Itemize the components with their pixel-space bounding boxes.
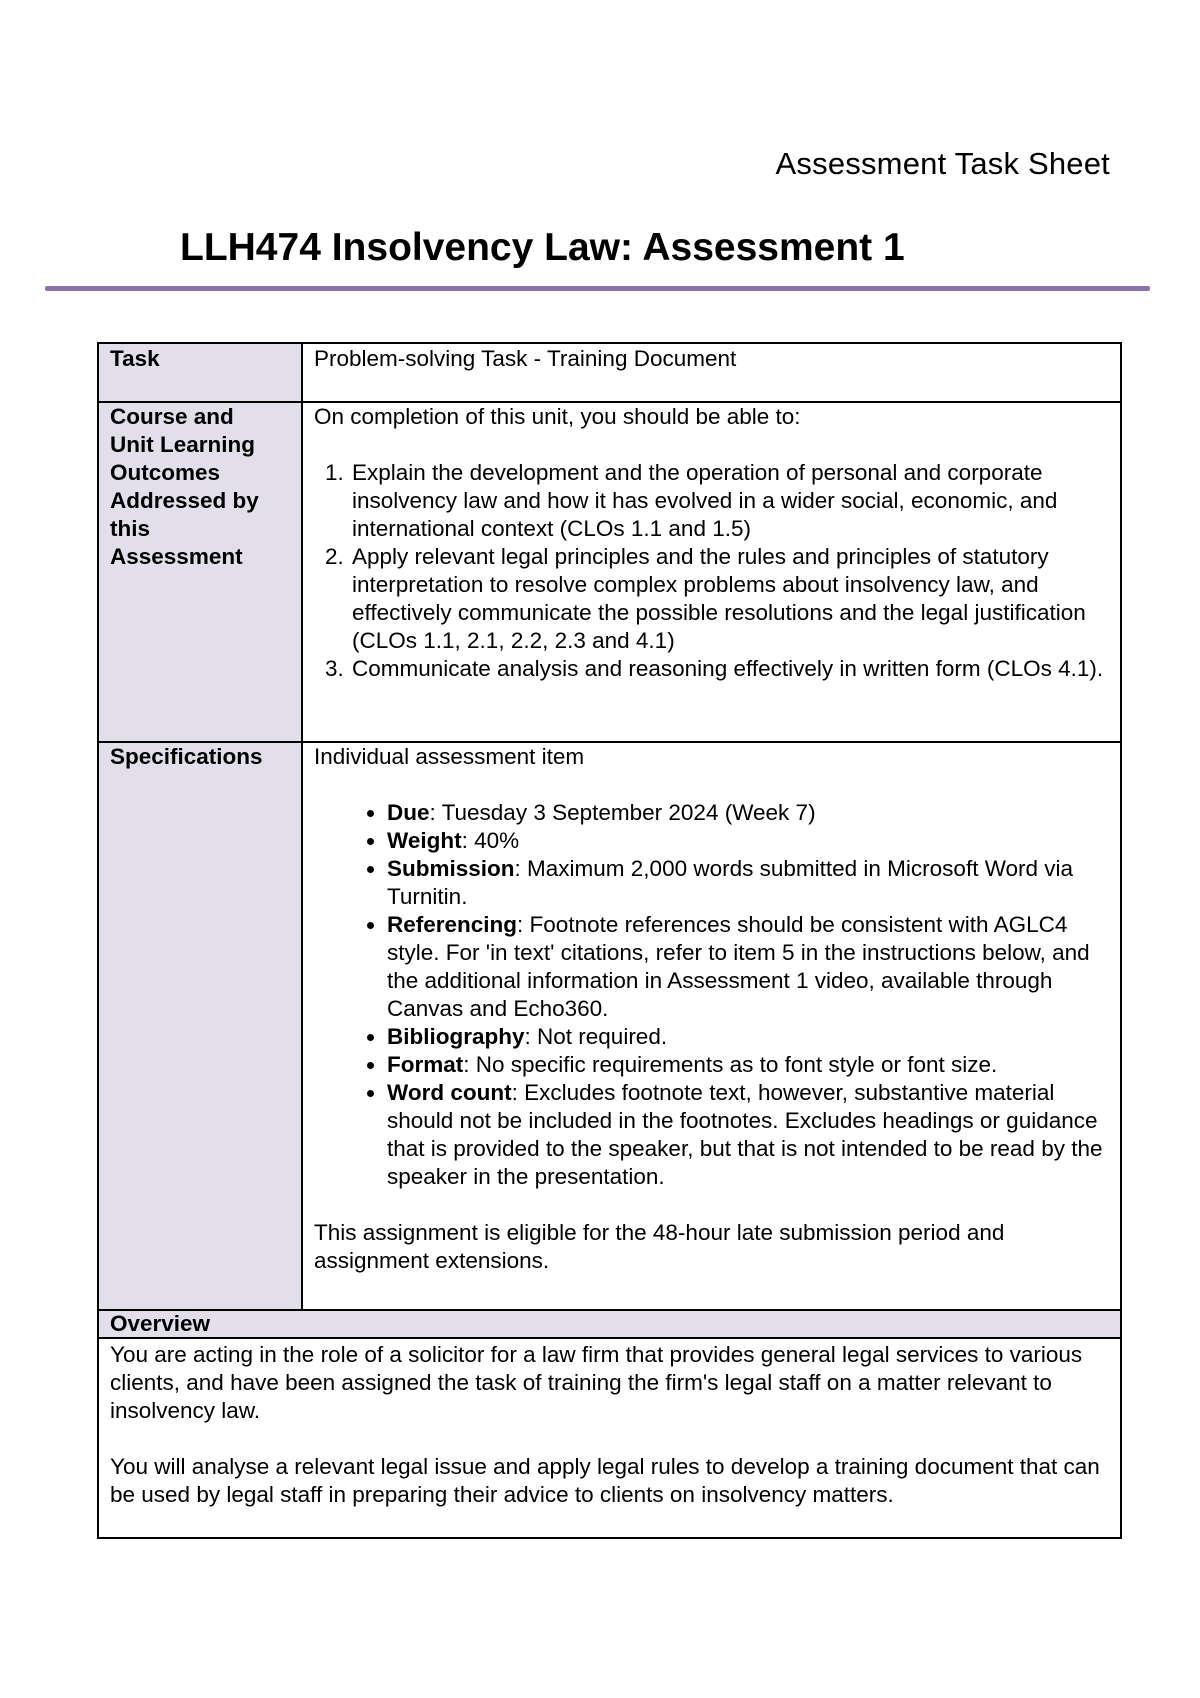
overview-content: [98, 1338, 1121, 1538]
task-label: Task: [98, 343, 302, 402]
task-row: [98, 343, 1121, 402]
outcome-item: 1. Explain the development and the operation of personal and corporate insolvency law and how it has evolved in a wider social, economic, and international context (CLOs 1.1 and 1.5): [350, 459, 1112, 543]
spec-term: Due: [387, 800, 430, 825]
specifications-row: [98, 742, 1121, 1310]
spec-term: Word count: [387, 1080, 512, 1105]
outcomes-label-line: Assessment: [110, 544, 243, 569]
spec-text: : Maximum 2,000 words submitted in Microsoft Word via Turnitin.: [387, 856, 1074, 909]
outcomes-label-line: Addressed by: [110, 488, 259, 513]
spec-text: : Excludes footnote text, however, substantive material should not be included in the footnotes. Excludes headings or guidance that is provided to the speaker, but that is not intended to be read by the speaker in the presentation.: [387, 1080, 1103, 1189]
spec-item-referencing: [387, 911, 1112, 1023]
specifications-note: This assignment is eligible for the 48-hour late submission period and assignment extensions.: [314, 1220, 1005, 1273]
spec-term: Submission: [387, 856, 515, 881]
spec-text: : Tuesday 3 September 2024 (Week 7): [429, 800, 816, 825]
spec-term: Bibliography: [387, 1024, 525, 1049]
specifications-intro: Individual assessment item: [314, 744, 585, 769]
document-title: LLH474 Insolvency Law: Assessment 1: [180, 226, 905, 269]
spec-text: : Not required.: [524, 1024, 668, 1049]
spec-text: : Footnote references should be consistent with AGLC4 style. For 'in text' citations, refer to item 5 in the instructions below, and the additional information in Assessment 1 video, available through Canvas and Echo360.: [387, 912, 1090, 1021]
outcomes-content: [302, 402, 1121, 742]
specifications-list: [314, 799, 1112, 1191]
spec-item-format: [387, 1051, 1112, 1079]
outcome-item: 3. Communicate analysis and reasoning effectively in written form (CLOs 4.1).: [350, 655, 1112, 683]
spec-term: Format: [387, 1052, 464, 1077]
title-divider: [45, 286, 1150, 291]
outcomes-intro: On completion of this unit, you should be able to:: [314, 404, 801, 429]
specifications-content: [302, 742, 1121, 1310]
spec-term: Weight: [387, 828, 462, 853]
spec-text: : 40%: [461, 828, 520, 853]
overview-header-row: [98, 1310, 1121, 1338]
task-value: Problem-solving Task - Training Document: [302, 343, 1121, 402]
spec-item-weight: [387, 827, 1112, 855]
outcomes-label-line: this: [110, 516, 151, 541]
outcomes-row: [98, 402, 1121, 742]
overview-label: Overview: [98, 1310, 1121, 1338]
spec-item-submission: [387, 855, 1112, 911]
spec-item-bibliography: [387, 1023, 1112, 1051]
outcomes-list: [314, 459, 1112, 683]
outcomes-label: [98, 402, 302, 742]
overview-paragraph: You are acting in the role of a solicitor for a law firm that provides general legal services to various clients, and have been assigned the task of training the firm's legal staff on a matter relevant to insolvency law.: [110, 1342, 1083, 1423]
spec-item-word-count: [387, 1079, 1112, 1191]
outcomes-label-line: Outcomes: [110, 460, 221, 485]
spec-text: : No specific requirements as to font style or font size.: [463, 1052, 998, 1077]
spec-term: Referencing: [387, 912, 518, 937]
assessment-table: [97, 342, 1122, 1539]
overview-body-row: [98, 1338, 1121, 1538]
outcomes-label-line: Course and: [110, 404, 234, 429]
specifications-label: Specifications: [98, 742, 302, 1310]
outcomes-label-line: Unit Learning: [110, 432, 255, 457]
spec-item-due: [387, 799, 1112, 827]
sheet-label: Assessment Task Sheet: [775, 146, 1110, 181]
overview-paragraph: You will analyse a relevant legal issue and apply legal rules to develop a training document that can be used by legal staff in preparing their advice to clients on insolvency matters.: [110, 1454, 1100, 1507]
outcome-item: 2. Apply relevant legal principles and the rules and principles of statutory interpretation to resolve complex problems about insolvency law, and effectively communicate the possible resolutions and the legal justification (CLOs 1.1, 2.1, 2.2, 2.3 and 4.1): [350, 543, 1112, 655]
